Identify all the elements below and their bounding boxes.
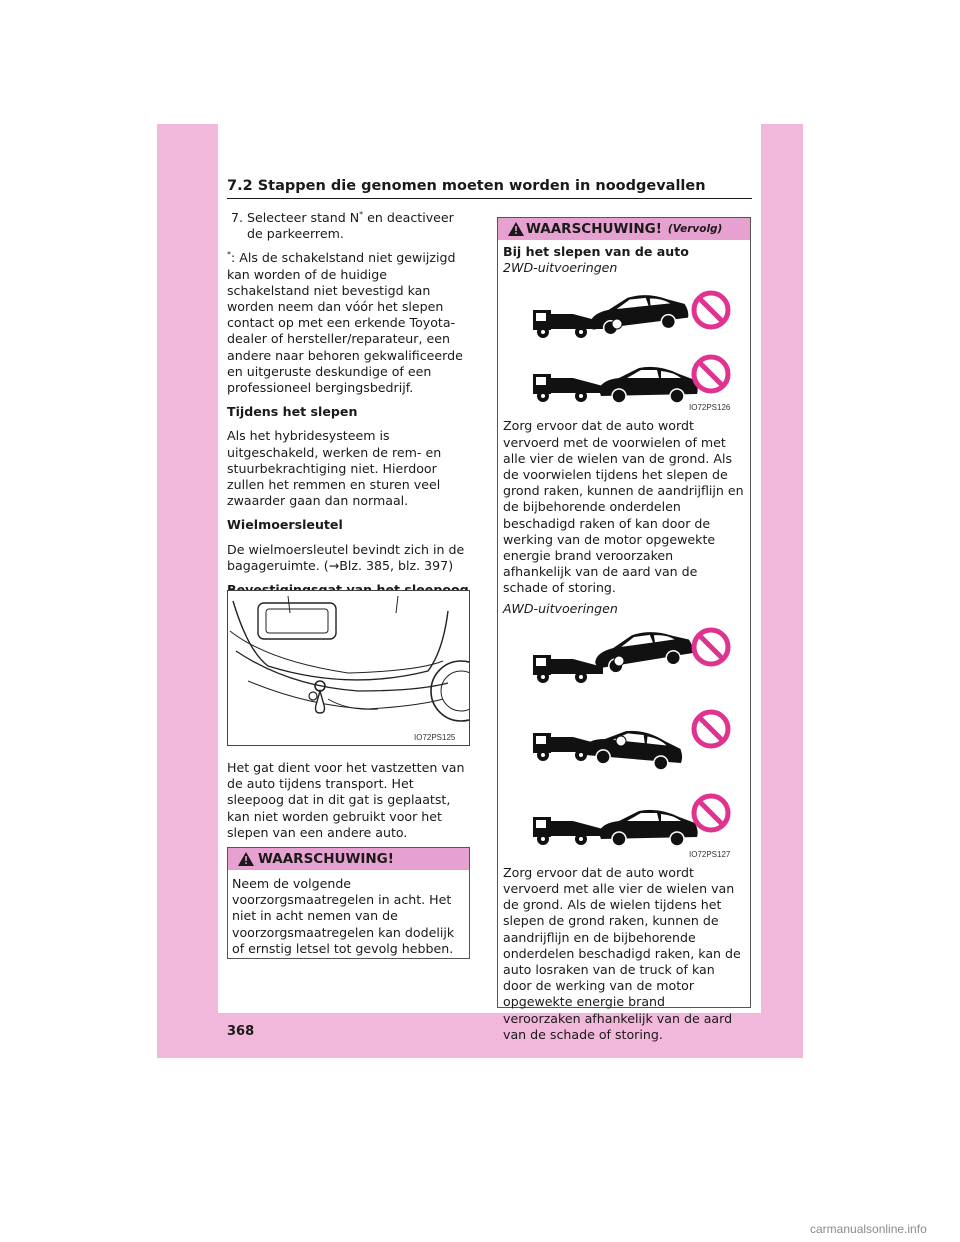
warning-box-towing (497, 217, 751, 1042)
warning-title: WAARSCHUWING! (258, 851, 394, 867)
text-2wd: Zorg ervoor dat de auto wordt vervoerd met de voorwielen of met alle vier de wielen van de grond. Als de voorwielen tijdens het slepen de grond raken, kunnen de aandrijflijn en de bijbehorende onderdelen beschadigd raken of kan door de werking van de motor opgewekte energie brand veroorzaken afhankelijk van de aard van de schade of storing. (503, 418, 744, 596)
warning-towing-content (498, 240, 750, 1047)
watermark[interactable]: carmanualsonline.info (810, 1222, 927, 1236)
figure-code: IO72PS125 (414, 733, 456, 742)
figure-code-awd: IO72PS127 (689, 849, 731, 859)
footnote (227, 250, 470, 396)
step-text (247, 210, 470, 242)
tow-hole-figure (227, 590, 470, 746)
step-text-a: Selecteer stand N (247, 210, 360, 225)
para-towing: Als het hybridesysteem is uitgeschakeld, werken de rem- en stuurbekrachtiging niet. Hierdoor zullen het remmen en sturen veel zwaarder gaan dan normaal. (227, 428, 442, 509)
header-rule (227, 198, 752, 199)
heading-towing: Tijdens het slepen (227, 404, 358, 420)
step-number: 7. (231, 210, 244, 225)
footnote-text: : Als de schakelstand niet gewijzigd kan worden of de huidige schakelstand niet bevestigd kan worden neem dan vóór het slepen contact op met een erkende Toyota-dealer of hersteller/reparateur, een andere naar behoren gekwalificeerde en uitgeruste deskundige of een professioneel bergingsbedrijf. (227, 250, 463, 396)
warning-header-continued (498, 218, 750, 240)
subheading-2wd: 2WD-uitvoeringen (503, 260, 618, 276)
warning-body: Neem de volgende voorzorgsmaatregelen in acht. Het niet in acht nemen van de voorzorgsmaatregelen kan dodelijk of ernstig letsel tot gevolg hebben. (232, 876, 455, 956)
chapter-sidebar (157, 124, 218, 1058)
text-awd: Zorg ervoor dat de auto wordt vervoerd met alle vier de wielen van de grond. Als de wielen tijdens het slepen de grond raken, kunnen de aandrijflijn en de bijbehorende onderdelen beschadigd raken, kan de auto losraken van de truck of kan door de werking van de motor opgewekte energie brand veroorzaken afhankelijk van de aard van de schade of storing. (503, 864, 741, 1042)
section-header: 7.2 Stappen die genomen moeten worden in noodgevallen (227, 178, 706, 194)
tow-truck-2wd-illustration (503, 282, 747, 412)
figure-awd (503, 623, 745, 859)
warning-title: WAARSCHUWING! (526, 221, 662, 237)
figure-code-2wd: IO72PS126 (689, 403, 731, 413)
rear-bumper-illustration (228, 591, 469, 745)
warning-triangle-icon (508, 222, 524, 236)
step-7 (227, 210, 470, 242)
tow-hole-description: Het gat dient voor het vastzetten van de auto tijdens transport. Het sleepoog dat in dit gat is geplaatst, kan niet worden gebruikt voor het slepen van een andere auto. (227, 760, 465, 840)
step-text-b: en deactiveer de parkeerrem. (247, 210, 454, 242)
page-number: 368 (227, 1024, 255, 1039)
footnote-asterisk: * (227, 250, 231, 260)
heading-wrench: Wielmoersleutel (227, 517, 343, 533)
towing-heading: Bij het slepen van de auto (503, 244, 689, 259)
left-column (227, 210, 470, 622)
step-asterisk: * (359, 209, 364, 219)
warning-triangle-icon (238, 852, 254, 866)
continued-label: (Vervolg) (667, 223, 723, 235)
warning-box-general (227, 847, 470, 959)
subheading-awd: AWD-uitvoeringen (503, 600, 618, 616)
para-wrench: De wielmoersleutel bevindt zich in de bagageruimte. (→Blz. 385, blz. 397) (227, 541, 465, 573)
warning-header (228, 848, 469, 870)
figure-2wd (503, 282, 745, 412)
tow-truck-awd-illustration (503, 623, 747, 859)
